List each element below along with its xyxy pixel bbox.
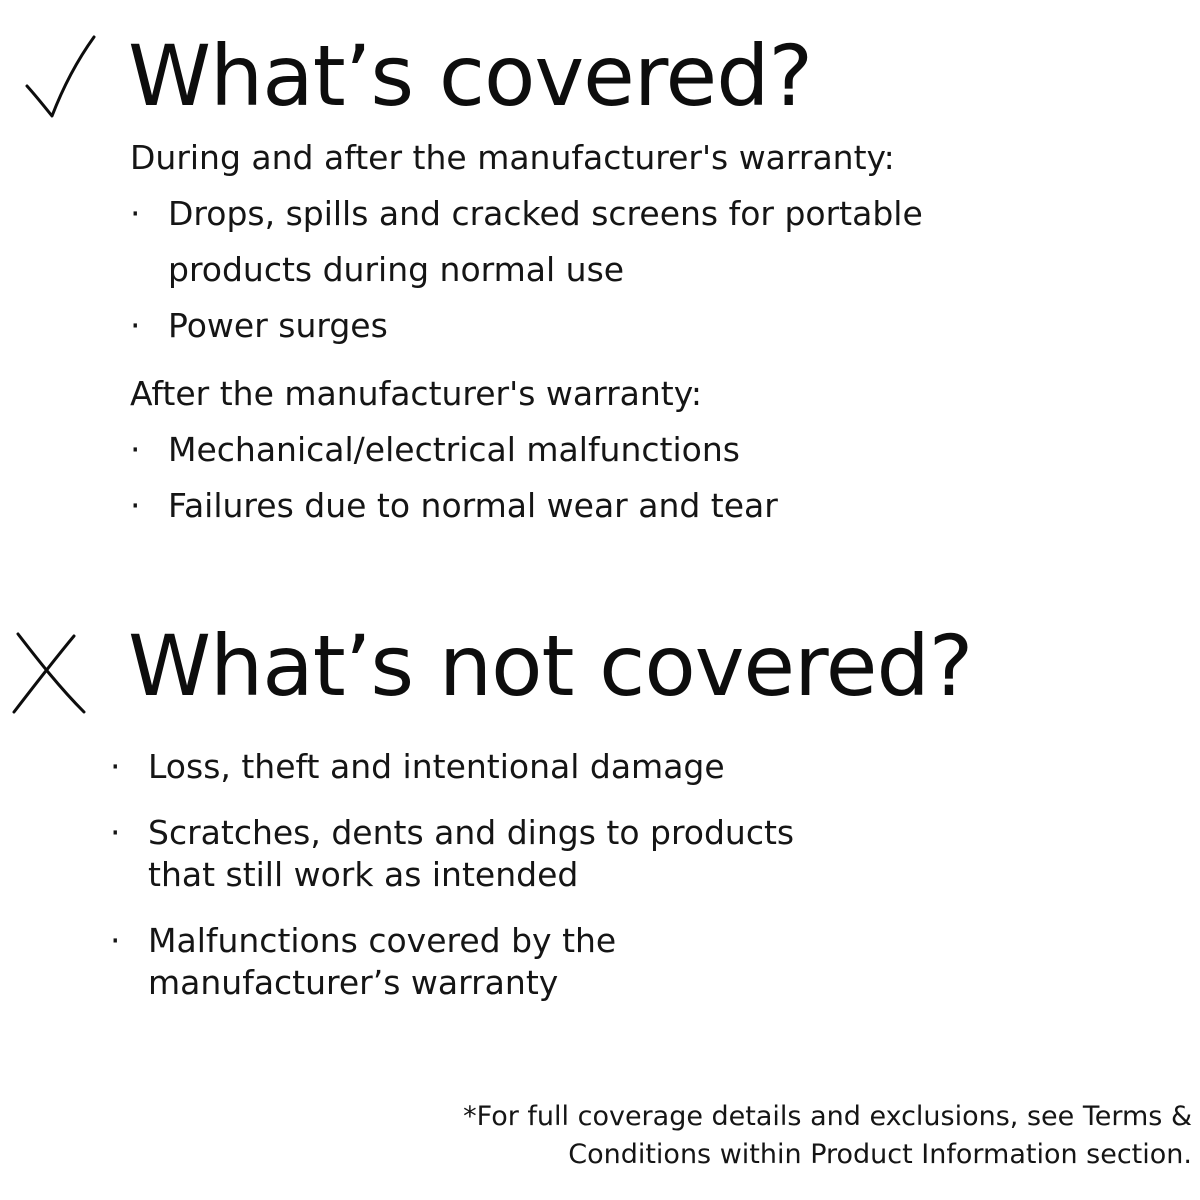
list-item-text: products during normal use [168,250,625,289]
list-item-text: Malfunctions covered by the [148,921,617,960]
covered-title: What’s covered? [128,27,813,125]
list-item-text: Failures due to normal wear and tear [168,486,778,525]
list-item-text: Mechanical/electrical malfunctions [168,430,740,469]
list-item-text: that still work as intended [148,855,579,894]
footnote-line: Conditions within Product Information section. [568,1139,1192,1170]
not-covered-list [110,746,794,1028]
covered-group-heading: After the manufacturer's warranty: [130,374,702,413]
list-item [110,920,794,1004]
list-item-text: Drops, spills and cracked screens for portable [168,194,923,233]
check-icon [24,34,96,118]
list-item-text: Loss, theft and intentional damage [148,747,725,786]
covered-list-1 [130,186,923,354]
footnote [432,1098,1192,1174]
covered-list-2 [130,422,778,534]
list-item-text: Scratches, dents and dings to products [148,813,795,852]
list-item [130,298,923,354]
list-item [130,422,778,478]
list-item [130,186,923,242]
bullet: · [130,486,141,525]
list-item-text: Power surges [168,306,388,345]
bullet: · [110,921,121,960]
bullet: · [130,306,141,345]
footnote-line: *For full coverage details and exclusions, see Terms & [463,1101,1192,1132]
bullet: · [110,813,121,852]
list-item [110,812,794,896]
bullet: · [130,194,141,233]
not-covered-title: What’s not covered? [128,617,973,715]
list-item-text: manufacturer’s warranty [148,963,559,1002]
covered-group-heading: During and after the manufacturer's warranty: [130,138,895,177]
list-item-continuation [130,242,923,298]
bullet: · [130,430,141,469]
cross-icon [8,630,88,716]
list-item [130,478,778,534]
bullet: · [110,747,121,786]
list-item [110,746,794,788]
